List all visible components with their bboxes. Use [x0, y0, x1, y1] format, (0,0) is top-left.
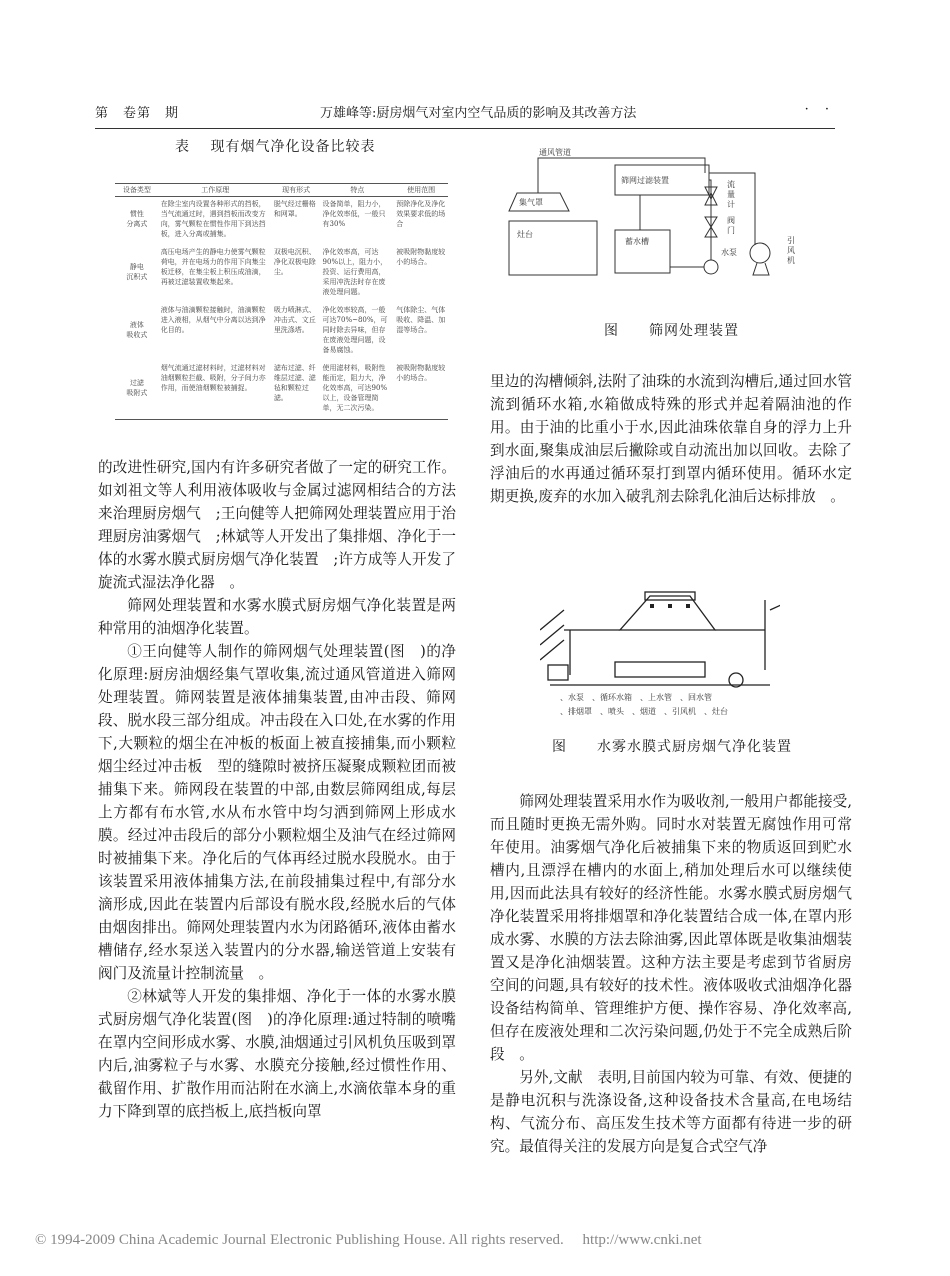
paragraph: 筛网处理装置和水雾水膜式厨房烟气净化装置是两种常用的油烟净化装置。	[98, 597, 456, 637]
svg-text:机: 机	[787, 256, 795, 265]
issue-label: 第 卷第 期	[95, 106, 180, 121]
table-row	[115, 197, 448, 246]
table-cell: 液体与油滴颗粒接触时，油滴颗粒进入液相，从烟气中分离以达到净化目的。	[160, 306, 266, 334]
label-pump: 水泵	[721, 248, 737, 257]
label-tank: 蓄水槽	[625, 237, 649, 246]
figure-water-mist-film-device	[540, 590, 780, 722]
figure2-caption: 图 水雾水膜式厨房烟气净化装置	[552, 739, 792, 755]
table-cell: 净化效率较高，一般可达70%~80%，可同时除去异味，但存在废液处理问题，设备易腐蚀。	[322, 306, 388, 354]
paragraph: ②林斌等人开发的集排烟、净化于一体的水雾水膜式厨房烟气净化装置(图 )的净化原理:通过特制的喷嘴在罩内空间形成水雾、水膜,油烟通过引风机负压吸到罩内后,油雾粒子与水雾、水膜充分接触,经过惯性作用、截留作用、扩散作用而沾附在水滴上,水滴依靠本身的重力下降到罩的底挡板上,底挡板向罩	[98, 988, 456, 1120]
svg-text:计: 计	[727, 200, 735, 209]
label-stove: 灶台	[517, 230, 533, 239]
label-fan	[787, 235, 795, 265]
paragraph: ①王向健等人制作的筛网烟气处理装置(图 )的净化原理:厨房油烟经集气罩收集,流过通风管道进入筛网处理装置。筛网装置是液体捕集装置,由冲击段、筛网段、脱水段三部分组成。冲击段在入口处,在水雾的作用下,大颗粒的烟尘在冲板的板面上被直接捕集,而小颗粒烟尘经过冲击板 型的缝隙时被挤压凝聚成颗粒团而被捕集下来。筛网段在装置的中部,由数层筛网组成,每层上方都有布水管,水从布水管中均匀洒到筛网上形成水膜。经过冲击段后的部分小颗粒烟尘及油气在经过筛网时被捕集下来。净化后的气体再经过脱水段脱水。由于该装置采用液体捕集方法,在前段捕集过程中,有部分水滴形成,因此在装置内后部设有脱水段,经脱水后的气体由烟囱排出。筛网处理装置内水为闭路循环,液体由蓄水槽储存,经水泵送入装置内的分水器,输送管道上安装有阀门及流量计控制流量 。	[98, 643, 456, 982]
label-valve	[727, 215, 735, 235]
table-cell: 设备简单，阻力小，净化效率低，一般只有30%	[322, 200, 386, 228]
right-column-text-top	[490, 370, 852, 508]
table-cell: 净化效率高，可达90%以上，阻力小，投资、运行费用高，采用冲洗法时存在废液处理问题。	[322, 248, 388, 296]
figure-screen-treatment-device	[495, 145, 835, 315]
col-header: 现有形式	[272, 184, 321, 197]
article-running-title: 万雄峰等:厨房烟气对室内空气品质的影响及其改善方法	[320, 106, 637, 121]
table-row	[115, 361, 448, 420]
svg-text:量: 量	[727, 190, 735, 199]
left-column-text	[98, 456, 456, 1123]
page-number: · ·	[804, 102, 835, 117]
table-cell: 使用滤材料，吸附性能而定，阻力大，净化效率高，可达90%以上，设备管理简单，无二次污染。	[321, 361, 395, 420]
table-cell: 静电 沉积式	[126, 263, 148, 281]
label-filter: 筛网过滤装置	[621, 176, 669, 185]
table-caption: 表 现有烟气净化设备比较表	[175, 139, 376, 155]
paragraph: 的改进性研究,国内有许多研究者做了一定的研究工作。如刘祖文等人利用液体吸收与金属过滤网相结合的方法来治理厨房烟气 ;王向健等人把筛网处理装置应用于治理厨房油雾烟气 ;林斌等人开发出了集排烟、净化于一体的水雾水膜式厨房烟气净化装置 ;许方成等人开发了旋流式湿法净化器 。	[98, 459, 456, 591]
table-cell: 高压电场产生的静电力使雾气颗粒荷电，并在电场力的作用下向集尘板迁移，在集尘板上积压成油滴，再被过滤装置收集起来。	[160, 248, 266, 286]
table-header-row	[115, 184, 448, 197]
col-header: 工作原理	[159, 184, 272, 197]
header-rule	[95, 128, 835, 129]
table-row	[115, 245, 448, 303]
legend-line-1: 、水泵 、循环水箱 、上水管 、回水管	[560, 693, 712, 702]
copyright-footer: © 1994-2009 China Academic Journal Electronic Publishing House. All rights reserved. http://www.cnki.net	[35, 1232, 702, 1248]
col-header: 设备类型	[115, 184, 159, 197]
col-header: 特点	[321, 184, 395, 197]
table-cell: 惯性 分离式	[126, 210, 148, 228]
comparison-table	[115, 183, 448, 420]
svg-text:风: 风	[787, 246, 795, 255]
label-flowmeter	[727, 179, 735, 209]
table-cell: 在除尘室内设置各种形式的挡板，当气流通过时，遇到挡板而改变方向，雾气颗粒在惯性作用下到达挡板，进入分离或捕集。	[160, 200, 266, 238]
table-cell: 液体 吸收式	[126, 321, 148, 339]
paragraph: 筛网处理装置采用水作为吸收剂,一般用户都能接受,而且随时更换无需外购。同时水对装置无腐蚀作用可常年使用。油雾烟气净化后被捕集下来的物质返回到贮水槽内,且漂浮在槽内的水面上,稍加处理后水可以继续使用,因而此法具有较好的经济性能。水雾水膜式厨房烟气净化装置采用将排烟罩和净化装置结合成一体,在罩内形成水雾、水膜的方法去除油雾,因此罩体既是收集油烟装置又是净化油烟装置。这种方法主要是考虑到节省厨房空间的问题,具有较好的技术性。液体吸收式油烟净化器设备结构简单、管理维护方便、操作容易、净化效率高,但存在废液处理和二次污染问题,仍处于不完全成熟后阶段 。	[490, 793, 852, 1063]
legend-line-2: 、排烟罩 、喷头 、烟道 、引风机 、灶台	[560, 707, 728, 716]
svg-text:阀: 阀	[727, 216, 735, 225]
label-hood: 集气罩	[519, 198, 543, 207]
col-header: 使用范围	[394, 184, 448, 197]
table-cell: 预除净化及净化效果要求低的场合	[396, 200, 446, 228]
figure1-caption: 图 筛网处理装置	[604, 323, 739, 339]
svg-text:引: 引	[787, 236, 795, 245]
table-cell: 气体除尘、气体吸收、降温、加湿等场合。	[396, 306, 446, 334]
paragraph: 另外,文献 表明,目前国内较为可靠、有效、便捷的是静电沉积与洗涤设备,这种设备技术含量高,在电场结构、气流分布、高压发生技术等方面都有待进一步的研究。最值得关注的发展方向是复合式空气净	[490, 1069, 852, 1155]
table-cell: 过滤 吸附式	[115, 361, 159, 420]
right-column-text-bottom	[490, 790, 852, 1158]
svg-text:流: 流	[727, 180, 735, 189]
table-cell: 吸力喷淋式、冲击式、文丘里洗涤塔。	[273, 306, 316, 334]
paragraph: 里边的沟槽倾斜,法附了油珠的水流到沟槽后,通过回水管流到循环水箱,水箱做成特殊的形式并起着隔油池的作用。由于油的比重小于水,因此油珠依靠自身的浮力上升到水面,聚集成油层后撇除或自动流出加以回收。去除了浮油后的水再通过循环泵打到罩内循环使用。循环水定期更换,废弃的水加入破乳剂去除乳化油后达标排放 。	[490, 373, 852, 505]
table-cell: 滤布过滤、纤维层过滤、滤毡和颗粒过滤。	[272, 361, 321, 420]
table-cell: 被吸附物黏度较小的场合。	[396, 248, 446, 266]
label-duct: 通风管道	[539, 148, 571, 157]
running-header	[95, 102, 835, 126]
table-cell: 被吸附物黏度较小的场合。	[394, 361, 448, 420]
svg-text:门: 门	[727, 226, 735, 235]
table-cell: 烟气流通过滤材料时，过滤材料对油烟颗粒拦截、吸附，分子间力亦作用，而使油烟颗粒被捕捉。	[159, 361, 272, 420]
table-row	[115, 303, 448, 361]
table-cell: 脱气经过栅格和网罩。	[273, 200, 316, 218]
table-cell: 双极电沉积、净化双极电除尘。	[273, 248, 316, 276]
